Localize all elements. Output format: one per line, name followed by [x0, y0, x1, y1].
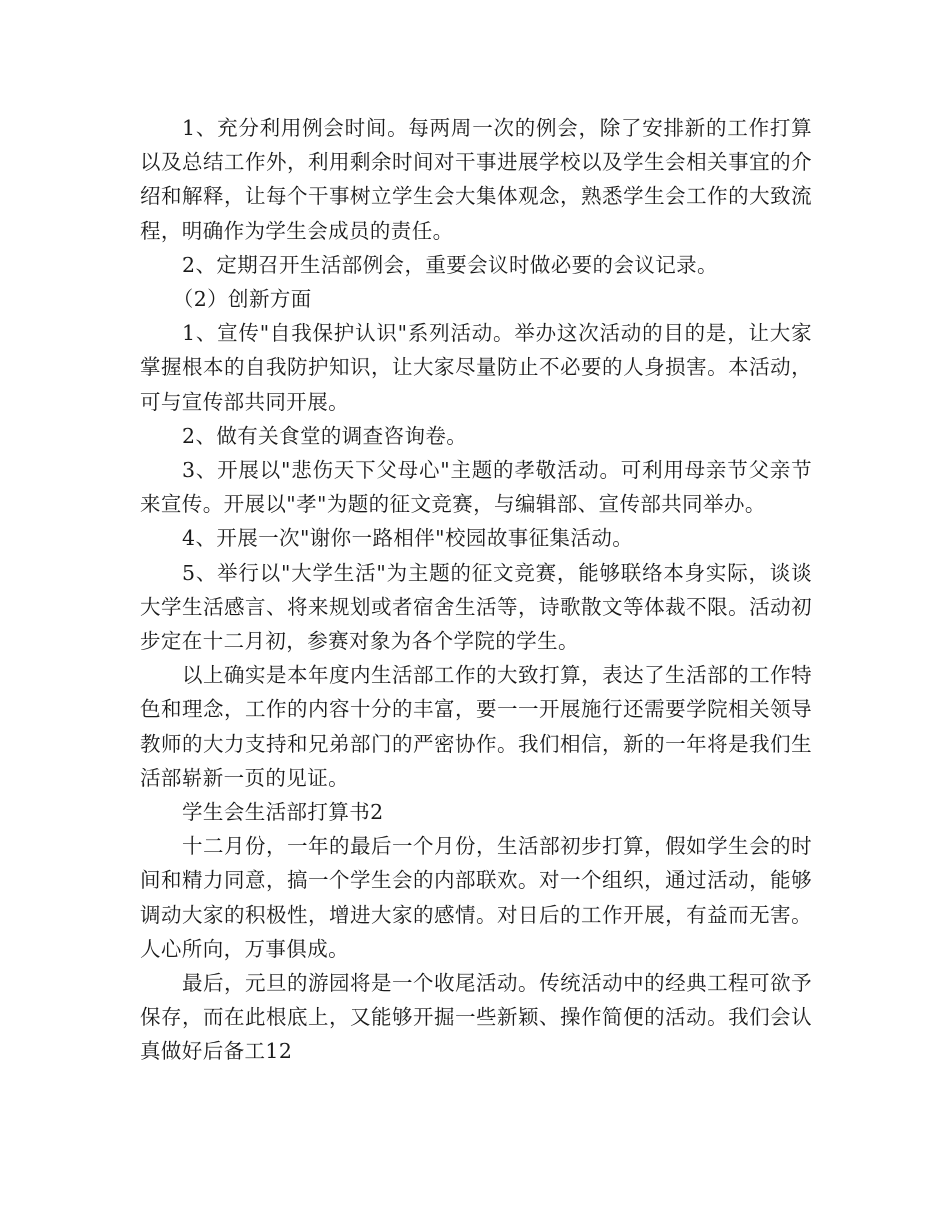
document-body	[140, 111, 812, 1069]
paragraph-filial-activity: 3、开展以"悲伤天下父母心"主题的孝敬活动。可利用母亲节父亲节来宣传。开展以"孝"为题的征文竞赛，与编辑部、宣传部共同举办。	[140, 458, 812, 517]
paragraph-december-plan: 十二月份，一年的最后一个月份，生活部初步打算，假如学生会的时间和精力同意，搞一个学生会的内部联欢。对一个组织，通过活动，能够调动大家的积极性，增进大家的感情。对日后的工作开展，有益而无害。人心所向，万事俱成。	[140, 834, 812, 961]
section-title-plan-2: 学生会生活部打算书2	[182, 800, 384, 825]
paragraph-new-year-fair: 最后，元旦的游园将是一个收尾活动。传统活动中的经典工程可欲予保存，而在此根底上，又能够开掘一些新颖、操作简便的活动。我们会认真做好后备工12	[140, 971, 812, 1064]
paragraph-department-meeting: 2、定期召开生活部例会，重要会议时做必要的会议记录。	[182, 252, 718, 277]
paragraph-summary: 以上确实是本年度内生活部工作的大致打算，表达了生活部的工作特色和理念，工作的内容十分的丰富，要一一开展施行还需要学院相关领导教师的大力支持和兄弟部门的严密协作。我们相信，新的一年将是我们生活部崭新一页的见证。	[140, 663, 812, 790]
paragraph-self-protection: 1、宣传"自我保护认识"系列活动。举办这次活动的目的是，让大家掌握根本的自我防护知识，让大家尽量防止不必要的人身损害。本活动，可与宣传部共同开展。	[140, 321, 812, 414]
paragraph-canteen-survey: 2、做有关食堂的调查咨询卷。	[182, 423, 468, 448]
section-heading-innovation: （2）创新方面	[172, 287, 312, 312]
paragraph-essay-contest: 5、举行以"大学生活"为主题的征文竞赛，能够联络本身实际，谈谈大学生活感言、将来规划或者宿舍生活等，诗歌散文等体裁不限。活动初步定在十二月初，参赛对象为各个学院的学生。	[140, 560, 812, 654]
paragraph-campus-story: 4、开展一次"谢你一路相伴"校园故事征集活动。	[182, 526, 634, 551]
paragraph-weekly-meeting: 1、充分利用例会时间。每两周一次的例会，除了安排新的工作打算以及总结工作外，利用剩余时间对干事进展学校以及学生会相关事宜的介绍和解释，让每个干事树立学生会大集体观念，熟悉学生会工作的大致流程，明确作为学生会成员的责任。	[140, 116, 812, 243]
